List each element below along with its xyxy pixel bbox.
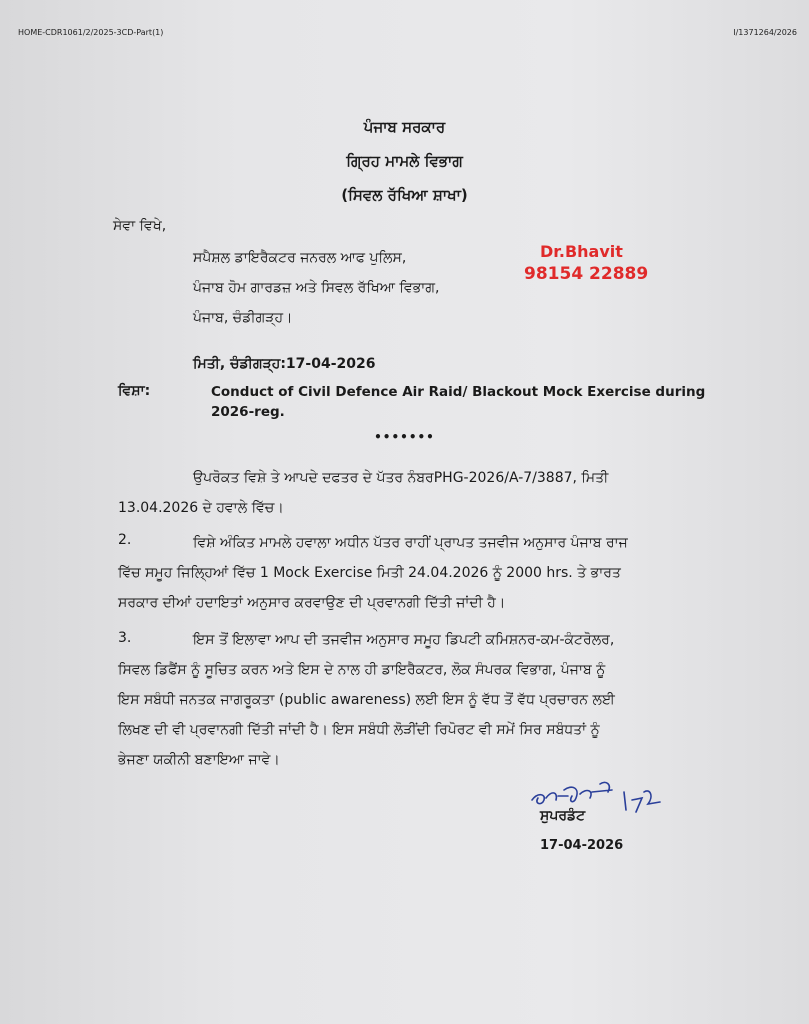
- paragraph-3-line: ਲਿਖਣ ਦੀ ਵੀ ਪ੍ਰਵਾਨਗੀ ਦਿੱਤੀ ਜਾਂਦੀ ਹੈ। ਇਸ ਸਬੰਧੀ ਲੋੜੀਂਦੀ ਰਿਪੋਰਟ ਵੀ ਸਮੇਂ ਸਿਰ ਸਬੰਧਤਾਂ ਨੂੰ: [118, 722, 600, 738]
- signature-date: 17-04-2026: [540, 838, 624, 853]
- stamp-name: Dr.Bhavit: [540, 242, 623, 261]
- paragraph-3-line: ਇਸ ਤੋਂ ਇਲਾਵਾ ਆਪ ਦੀ ਤਜਵੀਜ ਅਨੁਸਾਰ ਸਮੂਹ ਡਿਪਟੀ ਕਮਿਸ਼ਨਰ-ਕਮ-ਕੰਟਰੋਲਰ,: [193, 632, 615, 648]
- subject-label: ਵਿਸ਼ਾ:: [118, 383, 151, 399]
- stamp-phone: 98154 22889: [524, 264, 649, 284]
- paragraph-2-line: ਸਰਕਾਰ ਦੀਆਂ ਹਦਾਇਤਾਂ ਅਨੁਸਾਰ ਕਰਵਾਉਣ ਦੀ ਪ੍ਰਵਾਨਗੀ ਦਿੱਤੀ ਜਾਂਦੀ ਹੈ।: [118, 595, 506, 611]
- signatory-title: ਸੁਪਰਡੰਟ: [540, 808, 586, 824]
- paragraph-2-line: ਵਿੱਚ ਸਮੂਹ ਜਿਲ੍ਹਿਆਂ ਵਿੱਚ 1 Mock Exercise ਮਿਤੀ 24.04.2026 ਨੂੰ 2000 hrs. ਤੇ ਭਾਰਤ: [118, 565, 621, 581]
- paragraph-3-line: ਇਸ ਸਬੰਧੀ ਜਨਤਕ ਜਾਗਰੂਕਤਾ (public awareness) ਲਈ ਇਸ ਨੂੰ ਵੱਧ ਤੋਂ ਵੱਧ ਪ੍ਰਚਾਰਨ ਲਈ: [118, 692, 615, 708]
- paragraph-2: [118, 528, 698, 618]
- addressee-line-3: ਪੰਜਾਬ, ਚੰਡੀਗੜ੍ਹ।: [193, 310, 293, 326]
- paragraph-1-line: ਉਪਰੋਕਤ ਵਿਸ਼ੇ ਤੇ ਆਪਦੇ ਦਫਤਰ ਦੇ ਪੱਤਰ ਨੰਬਰPHG-2026/A-7/3887, ਮਿਤੀ: [193, 470, 609, 486]
- separator: •••••••: [374, 430, 435, 444]
- letterhead-branch: (ਸਿਵਲ ਰੱਖਿਆ ਸ਼ਾਖਾ): [341, 186, 468, 204]
- date-line: ਮਿਤੀ, ਚੰਡੀਗੜ੍ਹ:17-04-2026: [193, 356, 376, 372]
- subject-line-2: 2026-reg.: [211, 404, 285, 420]
- addressee-line-2: ਪੰਜਾਬ ਹੋਮ ਗਾਰਡਜ਼ ਅਤੇ ਸਿਵਲ ਰੱਖਿਆ ਵਿਭਾਗ,: [193, 280, 440, 296]
- paragraph-2-line: ਵਿਸ਼ੇ ਅੰਕਿਤ ਮਾਮਲੇ ਹਵਾਲਾ ਅਧੀਨ ਪੱਤਰ ਰਾਹੀਂ ਪ੍ਰਾਪਤ ਤਜਵੀਜ ਅਨੁਸਾਰ ਪੰਜਾਬ ਰਾਜ: [193, 535, 628, 551]
- file-reference: HOME-CDR1061/2/2025-3CD-Part(1): [18, 28, 164, 37]
- paragraph-1: [118, 463, 698, 523]
- paragraph-3-line: ਭੇਜਣਾ ਯਕੀਨੀ ਬਣਾਇਆ ਜਾਵੇ।: [118, 752, 280, 768]
- salutation: ਸੇਵਾ ਵਿਖੇ,: [113, 218, 167, 234]
- paragraph-3-number: 3.: [118, 630, 132, 646]
- letterhead-government: ਪੰਜਾਬ ਸਰਕਾਰ: [363, 118, 446, 136]
- paragraph-1-line: 13.04.2026 ਦੇ ਹਵਾਲੇ ਵਿੱਚ।: [118, 500, 284, 516]
- document-reference: I/1371264/2026: [733, 28, 797, 37]
- addressee-line-1: ਸਪੈਸ਼ਲ ਡਾਇਰੈਕਟਰ ਜਨਰਲ ਆਫ ਪੁਲਿਸ,: [193, 250, 407, 266]
- letterhead-department: ਗ੍ਰਿਹ ਮਾਮਲੇ ਵਿਭਾਗ: [346, 152, 463, 170]
- paragraph-3: [118, 625, 698, 775]
- subject-line-1: Conduct of Civil Defence Air Raid/ Blackout Mock Exercise during: [211, 384, 706, 400]
- paragraph-3-line: ਸਿਵਲ ਡਿਫੈਂਸ ਨੂੰ ਸੂਚਿਤ ਕਰਨ ਅਤੇ ਇਸ ਦੇ ਨਾਲ ਹੀ ਡਾਇਰੈਕਟਰ, ਲੋਕ ਸੰਪਰਕ ਵਿਭਾਗ, ਪੰਜਾਬ ਨੂੰ: [118, 662, 606, 678]
- paragraph-2-number: 2.: [118, 532, 132, 548]
